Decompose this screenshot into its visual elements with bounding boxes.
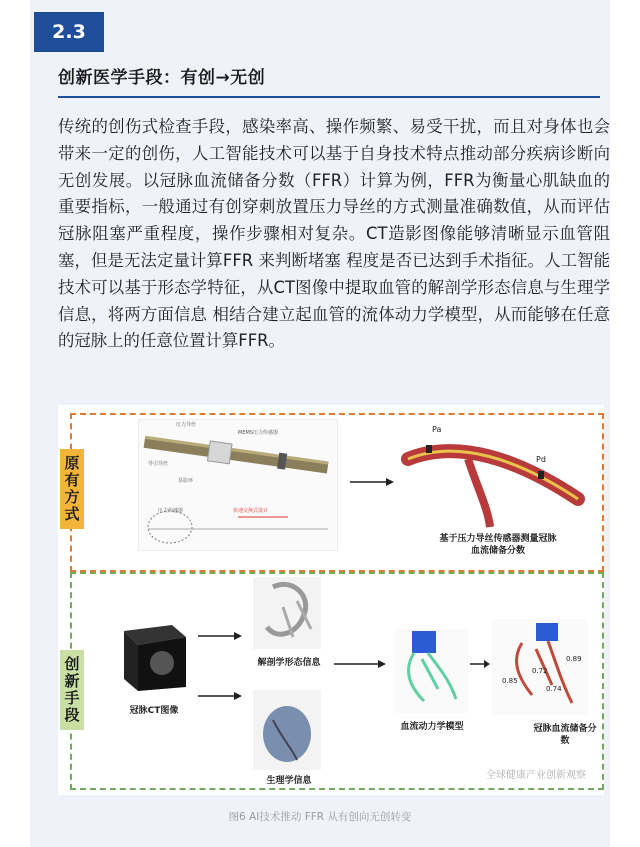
section-title: 创新医学手段：有创→无创 (58, 68, 266, 88)
body-paragraph: 传统的创伤式检查手段，感染率高、操作频繁、易受干扰，而且对身体也会带来一定的创伤，人工智能技术可以基于自身技术特点推动部分疾病诊断向无创发展。以冠脉血流储备分数（FFR）计算为例，FFR为衡量心肌缺血的重要指标，一般通过有创穿刺放置压力导丝的方式测量准确数值，从而评估冠脉阻塞严重程度，操作步骤相对复杂。CT造影图像能够清晰显示血管阻塞，但是无法定量计算FFR 来判断堵塞 程度是否已达到手术指征。人工智能技术可以基于形态学特征，从CT图像中提取血管的解剖学形态信息与生理学信息，将两方面信息 相结合建立起血管的流体动力学模型，从而能够在任意的冠脉上的任意位置计算FFR。 (58, 117, 610, 351)
arrow-icon (198, 691, 242, 701)
anatomy-caption: 解剖学形态信息 (257, 658, 321, 668)
ffr-result-caption: 冠脉血流储备分数 (533, 724, 597, 746)
ffr-measure-caption: 基于压力导丝传感器测量冠脉血流储备分数 (439, 534, 557, 556)
section-number-badge: 2.3 (34, 12, 104, 52)
label-marker-ring: 显影环 (178, 478, 194, 484)
physiology-caption: 生理学信息 (266, 776, 312, 786)
arrow-icon (334, 659, 386, 669)
pa-label: Pa (432, 425, 442, 434)
title-divider (58, 96, 600, 98)
physiology-image (253, 690, 321, 770)
watermark: 全球健康产业创新观察 (486, 770, 586, 781)
pressure-wire-diagram (138, 419, 338, 551)
label-pressure-sensor: 压力传感器 (158, 508, 184, 514)
arrow-icon (350, 477, 394, 487)
ffr-value: 0.85 (502, 677, 518, 685)
ct-caption: 冠脉CT图像 (129, 706, 179, 716)
figure-caption: 图6 AI技术推动 FFR 从有创向无创转变 (228, 811, 412, 823)
model-caption: 血流动力学模型 (400, 722, 464, 732)
arrow-icon (470, 659, 490, 669)
traditional-label: 原有方式 (60, 449, 84, 529)
ffr-value: 0.89 (566, 655, 582, 663)
pd-label: Pd (536, 455, 546, 464)
ffr-value: 0.72 (532, 667, 548, 675)
hemodynamic-model-image (394, 629, 468, 713)
ct-image-cube (118, 621, 190, 693)
label-pressure-wire: 压力导丝 (176, 422, 197, 428)
ffr-value: 0.74 (546, 685, 562, 693)
label-guide-wire: 导引导丝 (148, 461, 169, 467)
innovative-label: 创新手段 (60, 650, 84, 730)
label-rapid-exchange: 快速交换式设计 (233, 508, 269, 514)
ffr-figure (58, 405, 604, 795)
arrow-icon (198, 631, 242, 641)
anatomy-image (253, 577, 321, 649)
vessel-wire-image (398, 419, 588, 529)
label-mems-sensor: MEMS压力传感器 (238, 430, 278, 436)
